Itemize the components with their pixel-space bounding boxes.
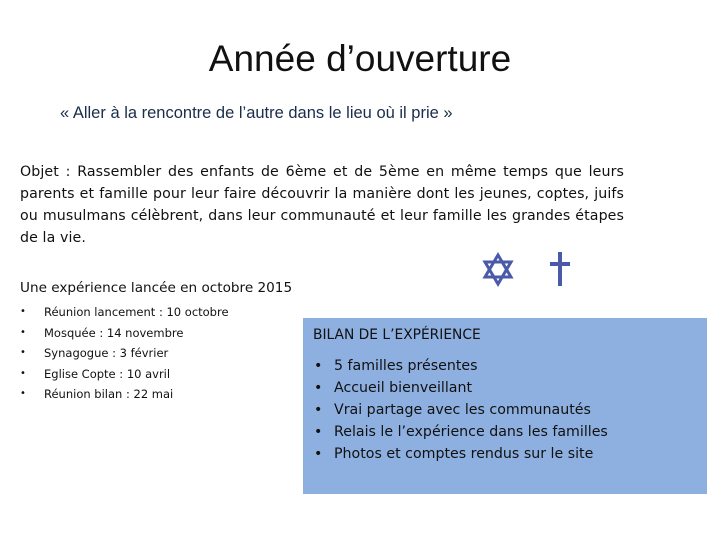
crescent-icon: [432, 257, 445, 283]
bilan-list: [313, 355, 697, 465]
bilan-box: [303, 318, 707, 494]
objective-paragraph: [20, 161, 624, 249]
list-item: • 5 familles présentes: [313, 355, 697, 377]
experience-heading: Une expérience lancée en octobre 2015: [20, 280, 293, 296]
objective-label: Objet :: [20, 164, 71, 180]
objective-text: Rassembler des enfants de 6ème et de 5ème en même temps que leurs parents et famille pour leur faire découvrir la manière dont les jeunes, coptes, juifs ou musulmans célèbrent, dans leur communauté et leur famille les grandes étapes de la vie.: [20, 164, 624, 246]
list-item: • Réunion bilan : 22 mai: [20, 384, 229, 405]
list-item: • Accueil bienveillant: [313, 377, 697, 399]
cross-icon: [550, 252, 570, 286]
list-item: • Vrai partage avec les communautés: [313, 399, 697, 421]
events-list: [20, 302, 229, 405]
list-item: • Photos et comptes rendus sur le site: [313, 443, 697, 465]
list-item: • Réunion lancement : 10 octobre: [20, 302, 229, 323]
slide-title: Année d’ouverture: [208, 38, 512, 79]
bilan-title: BILAN DE L’EXPÉRIENCE: [313, 327, 481, 343]
slide-subtitle: « Aller à la rencontre de l’autre dans le lieu où il prie »: [60, 104, 453, 122]
list-item: • Eglise Copte : 10 avril: [20, 364, 229, 385]
star-of-david-icon: [485, 255, 511, 284]
list-item: • Relais le l’expérience dans les familles: [313, 421, 697, 443]
list-item: • Synagogue : 3 février: [20, 343, 229, 364]
list-item: • Mosquée : 14 novembre: [20, 323, 229, 344]
religious-symbols: [424, 248, 584, 292]
